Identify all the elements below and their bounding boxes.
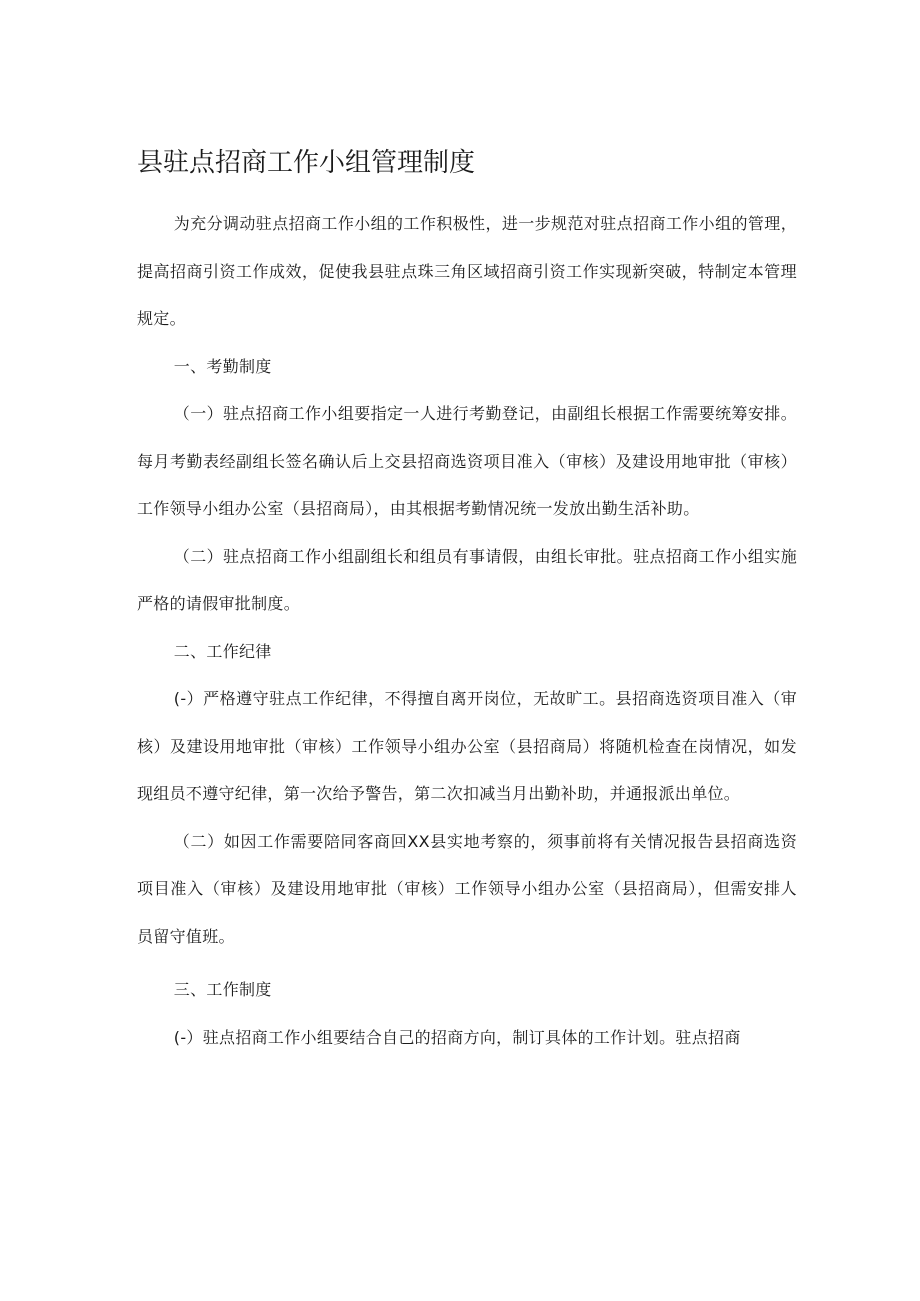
section-heading-discipline: 二、工作纪律 bbox=[173, 641, 272, 661]
section-heading-work-system: 三、工作制度 bbox=[173, 980, 272, 999]
discipline-paragraph-1: (-）严格遵守驻点工作纪律，不得擅自离开岗位，无故旷工。县招商选资项目准入（审核）及建设用地审批（审核）工作领导小组办公室（县招商局）将随机检查在岗情况，如发现组员不遵守纪律，第一次给予警告，第二次扣减当月出勤补助，并通报派出单位。 bbox=[137, 689, 797, 803]
attendance-paragraph-2: （二）驻点招商工作小组副组长和组员有事请假，由组长审批。驻点招商工作小组实施严格的请假审批制度。 bbox=[137, 546, 797, 613]
document-title: 县驻点招商工作小组管理制度 bbox=[137, 148, 476, 178]
work-system-paragraph-1: (-）驻点招商工作小组要结合自己的招商方向，制订具体的工作计划。驻点招商 bbox=[173, 1027, 741, 1047]
discipline-paragraph-2: （二）如因工作需要陪同客商回XX县实地考察的，须事前将有关情况报告县招商选资项目准入（审核）及建设用地审批（审核）工作领导小组办公室（县招商局），但需安排人员留守值班。 bbox=[137, 831, 797, 946]
document-body bbox=[137, 200, 797, 1061]
attendance-paragraph-1: （一）驻点招商工作小组要指定一人进行考勤登记，由副组长根据工作需要统筹安排。每月考勤表经副组长签名确认后上交县招商选资项目准入（审核）及建设用地审批（审核）工作领导小组办公室（县招商局），由其根据考勤情况统一发放出勤生活补助。 bbox=[137, 404, 797, 518]
intro-paragraph: 为充分调动驻点招商工作小组的工作积极性，进一步规范对驻点招商工作小组的管理，提高招商引资工作成效，促使我县驻点珠三角区域招商引资工作实现新突破，特制定本管理规定。 bbox=[137, 214, 797, 328]
section-heading-attendance: 一、考勤制度 bbox=[173, 356, 272, 376]
